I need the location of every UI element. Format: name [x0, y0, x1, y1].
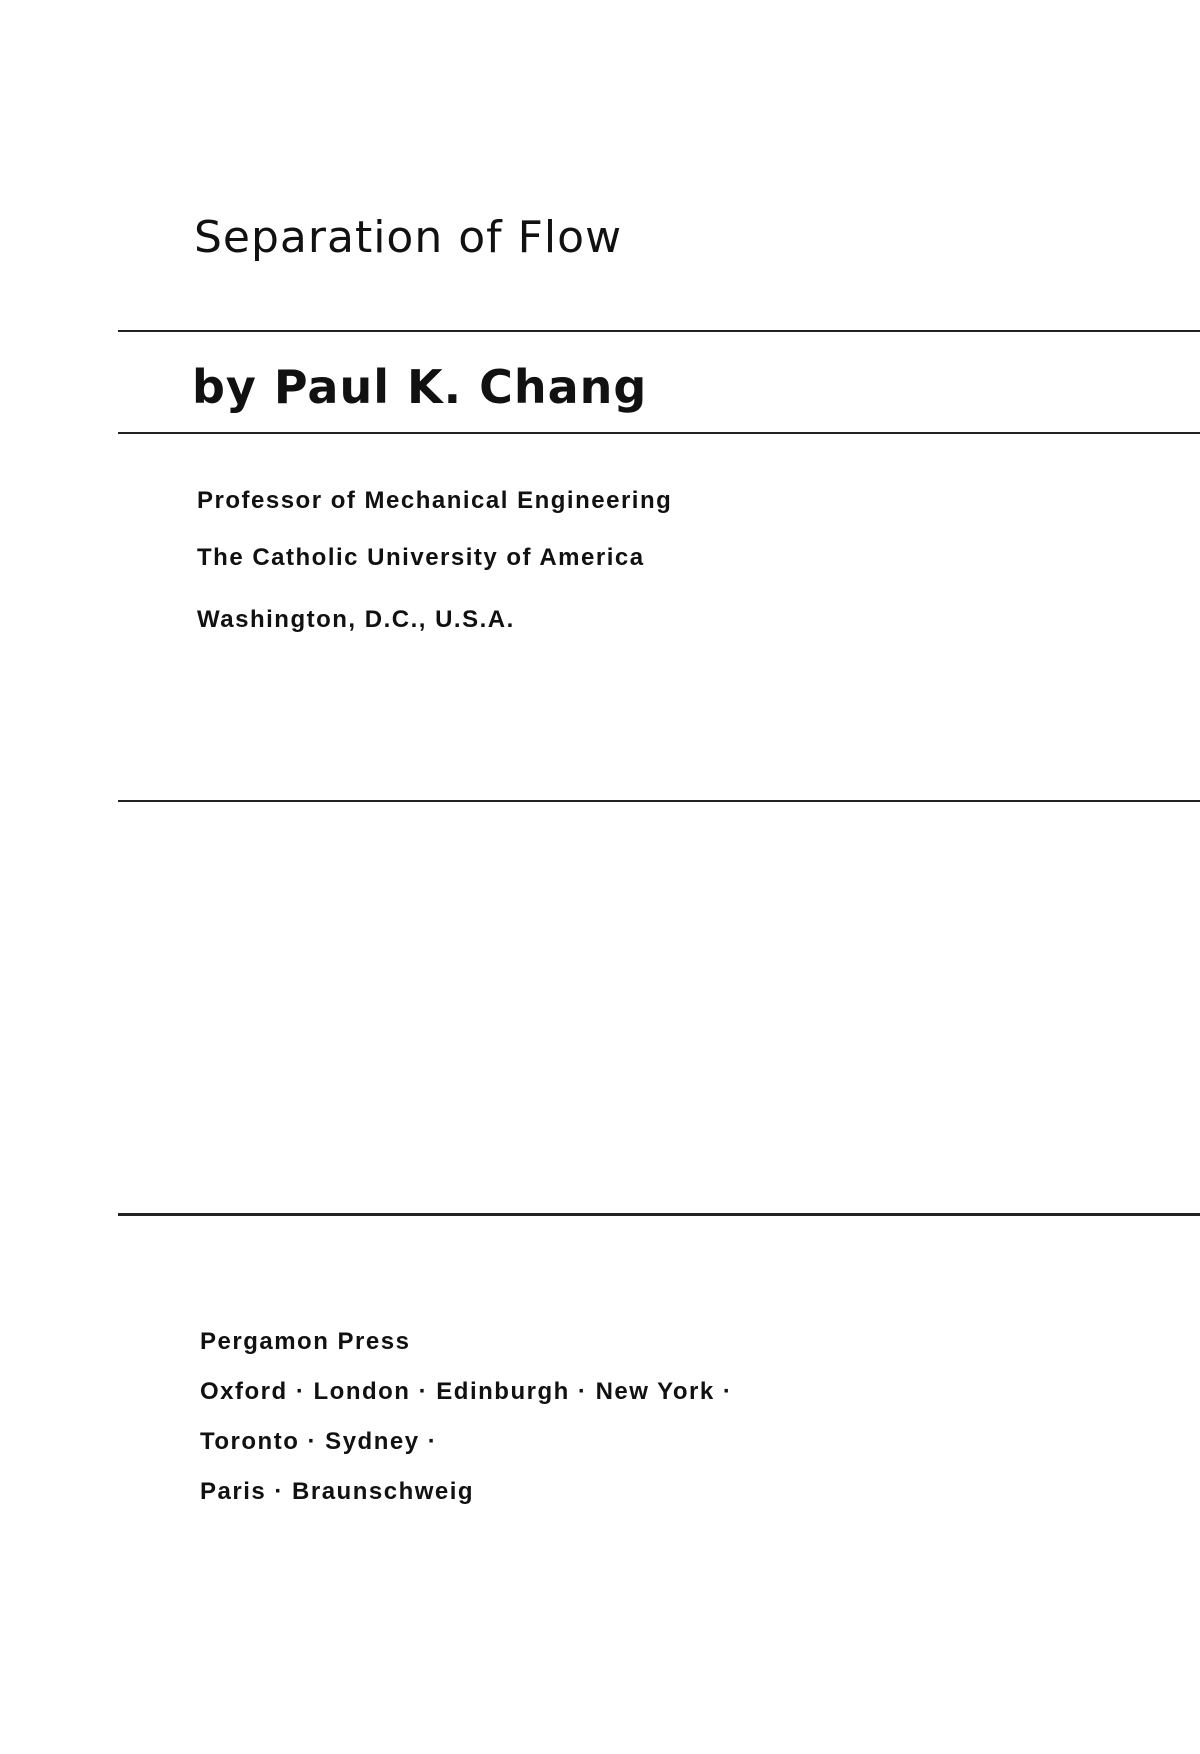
horizontal-rule [118, 1213, 1200, 1216]
publisher-cities: Toronto · Sydney · [200, 1428, 438, 1455]
publisher-name: Pergamon Press [200, 1328, 411, 1355]
author-affiliation [197, 486, 672, 662]
horizontal-rule [118, 800, 1200, 802]
affiliation-location: Washington, D.C., U.S.A. [197, 606, 515, 633]
publisher-cities: Paris · Braunschweig [200, 1478, 475, 1505]
publisher-block [200, 1327, 732, 1527]
affiliation-position: Professor of Mechanical Engineering [197, 487, 673, 514]
horizontal-rule [118, 330, 1200, 332]
author-name: by Paul K. Chang [192, 360, 648, 414]
publisher-cities: Oxford · London · Edinburgh · New York · [200, 1378, 733, 1405]
horizontal-rule [118, 432, 1200, 434]
book-title: Separation of Flow [194, 212, 623, 263]
affiliation-institution: The Catholic University of America [197, 544, 645, 571]
